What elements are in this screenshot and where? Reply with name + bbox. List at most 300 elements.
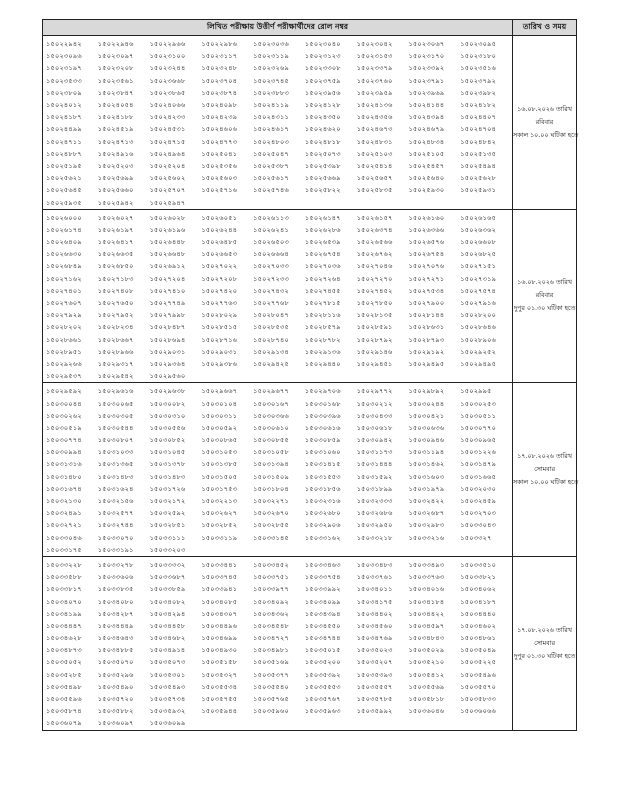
roll-number: ১৫০২৫৯৪২: [97, 198, 134, 207]
roll-number: ১৫০২৩৫৩৩: [46, 76, 82, 85]
roll-number: ১৫০৩৪৪২২: [408, 609, 445, 618]
roll-number: ১৫০৩৫১৫৮: [201, 658, 238, 667]
roll-number: ১৫০২৩৮০৯: [46, 88, 82, 97]
roll-number: ১৫০৩৪৯১৪: [149, 646, 186, 655]
roll-number: ১৫০৩৬০৬৬: [460, 707, 497, 716]
roll-number: ১৫০৩৪৯৩০: [201, 646, 238, 655]
roll-number: ১৫০৩০২৪৪: [408, 399, 445, 408]
roll-number: ১৫০৩০০৮২: [149, 399, 186, 408]
roll-number: ১৫০৩১৫০৯: [253, 472, 289, 481]
roll-number: ১৫০২৫৯৩০: [408, 186, 445, 195]
roll-number: ১৫০২৩১৫৩: [356, 52, 393, 61]
roll-number: ১৫০২৮৫৭৯: [304, 323, 341, 332]
roll-number: ১৫০৩৪১৯৯: [46, 609, 82, 618]
roll-number: ১৫০২৯৫৩৭: [46, 372, 82, 381]
roll-number: ১৫০২৩৭৯১: [408, 76, 445, 85]
roll-number: ১৫০৩৫৭৩৪: [149, 695, 186, 704]
roll-number: ১৫০৩৪১৮৪: [408, 597, 445, 606]
roll-number: ১৫০৩১৬২৪: [97, 484, 134, 493]
roll-number: ১৫০৩৫৪৯৮: [46, 682, 82, 691]
roll-row: [46, 705, 512, 717]
roll-number: ১৫০৩৩২১৬: [408, 533, 445, 542]
roll-number: ১৫০২৩০৬৭: [408, 40, 445, 49]
roll-number: ১৫০৩০৯৪২: [356, 436, 393, 445]
roll-number: ১৫০২৮৪৮৭: [149, 323, 186, 332]
roll-number: ১৫০২৮৬৩১: [408, 323, 445, 332]
roll-number: ১৫০৩৩৮৫৯: [149, 585, 186, 594]
roll-row: [46, 422, 512, 434]
roll-number: ১৫০৩৪৬৮২: [149, 634, 186, 643]
roll-number: ১৫০৩১০৫৮: [253, 448, 289, 457]
exam-time: সকাল ১০.০০ ঘটিকা হতে: [513, 479, 579, 487]
roll-number: ১৫০২৪৯১৬: [97, 149, 134, 158]
roll-number: ১৫০২৫৬৪৫: [46, 186, 82, 195]
roll-number: ১৫০৩৪৩৬২: [253, 609, 289, 618]
roll-number: ১৫০২৬২৪১: [253, 225, 289, 234]
roll-number: ১৫০২৭৫৩৪: [408, 286, 445, 295]
roll-number: ১৫০৩৪৪৪৯: [97, 621, 134, 630]
roll-number: ১৫০২৪৮৩৪: [408, 137, 445, 146]
roll-number: ১৫০২৮৬৬১: [46, 335, 82, 344]
roll-number: ১৫০৩৫৪৯৩: [149, 682, 186, 691]
roll-number: ১৫০২৮৫১৫: [201, 323, 238, 332]
roll-number: ১৫০৩৫৮৩৩: [460, 695, 497, 704]
roll-row: [46, 410, 512, 422]
schedule-block: [43, 383, 577, 557]
roll-number: ১৫০৩৪০১৬: [408, 585, 445, 594]
roll-number: ১৫০২৮৭৮২: [304, 335, 341, 344]
roll-row: [46, 656, 512, 668]
roll-number: ১৫০২৪৫১৯: [97, 125, 134, 134]
roll-number: ১৫০২৩৯৬৯: [408, 88, 445, 97]
roll-number: ১৫০৩৫৫৫৭: [356, 682, 393, 691]
exam-time: দুপুর ০১.৩০ ঘটিকা হতে: [513, 305, 576, 313]
roll-number: ১৫০৩৫৩৯৩: [356, 670, 393, 679]
roll-number: ১৫০৩৫৩৯২: [304, 670, 341, 679]
roll-number: ১৫০২৭১৫১: [460, 262, 497, 271]
roll-number: ১৫০২৯১৯২: [408, 347, 445, 356]
roll-number: ১৫০২৮২০০: [460, 311, 497, 320]
roll-number: ১৫০২৭২০৪: [149, 274, 186, 283]
roll-number: ১৫০২৬১১৩: [253, 213, 289, 222]
roll-number: ১৫০৩৪৫৯৭: [408, 621, 445, 630]
roll-number: ১৫০৩১৩৭৮: [149, 460, 186, 469]
roll-number: ১৫০৩০৮৬৫: [201, 436, 238, 445]
roll-number: ১৫০৩২৬৭০: [253, 509, 290, 518]
roll-number: ১৫০২৪১২৮: [304, 101, 341, 110]
roll-number: ১৫০২৩৯৫৯: [356, 88, 393, 97]
roll-number: ১৫০২৪৪০৭: [460, 113, 497, 122]
roll-number: ১৫০২৩৭০৪: [201, 76, 238, 85]
roll-number: ১৫০৩০৫১১: [460, 411, 497, 420]
roll-number: ১৫০৩২৬২৭: [201, 509, 238, 518]
roll-row: [46, 544, 512, 556]
exam-schedule-cell: [513, 209, 577, 383]
roll-number: ১৫০৩১০৩৩: [97, 448, 134, 457]
roll-number: ১৫০২৫৯৩৫: [46, 198, 82, 207]
roll-number: ১৫০২৭৩১৯: [460, 274, 497, 283]
roll-number: ১৫০৩২৯৮৩: [408, 521, 445, 530]
roll-number: ১৫০২৬২৪৪: [201, 225, 238, 234]
roll-number: ১৫০৩১৩৮৫: [201, 460, 238, 469]
roll-number: ১৫০২৭৭৬৩: [201, 299, 238, 308]
roll-number: ১৫০২৭০৭৬: [408, 262, 445, 271]
roll-row: [46, 111, 512, 123]
roll-number: ১৫০৩২৪২২: [408, 497, 445, 506]
roll-number: ১৫০২৫৭৪৬: [253, 186, 289, 195]
exam-schedule-cell: [513, 36, 577, 210]
roll-number: ১৫০২৩২০৮: [97, 64, 134, 73]
roll-number: ১৫০৩০৬৩৬: [408, 423, 445, 432]
roll-number: ১৫০৩৪৫৫০: [304, 621, 341, 630]
roll-number: ১৫০২৫৬০২: [149, 174, 186, 183]
roll-number: ১৫০২৭১৬২: [46, 274, 82, 283]
roll-number: ১৫০২৫২০৩: [97, 161, 134, 170]
roll-number: ১৫০৩০৫৫৬: [149, 423, 186, 432]
roll-number: ১৫০৩৫৮১৮: [408, 695, 445, 704]
roll-number: ১৫০৩৫০৪৯: [460, 646, 497, 655]
roll-number: ১৫০২৭৬৫০: [97, 299, 134, 308]
roll-number: ১৫০২৪১৪৪: [408, 101, 445, 110]
roll-number: ১৫০২৪৮৩১: [356, 137, 393, 146]
roll-number: ১৫০৩১৯৭৯: [408, 484, 445, 493]
roll-number: ১৫০২৪২৩৯: [201, 113, 238, 122]
roll-number: ১৫০২৮১৪৪: [408, 311, 445, 320]
roll-number: ১৫০২৭৪৩২: [253, 286, 289, 295]
roll-number: ১৫০২৬০২৮: [149, 213, 186, 222]
roll-number: ১৫০২৭৪১০: [149, 286, 186, 295]
roll-number: ১৫০২৫০৭৩: [304, 149, 341, 158]
roll-number: ১৫০২৪৮৮৭: [46, 149, 82, 158]
roll-number: ১৫০৩০৩১১: [201, 411, 238, 420]
roll-number: ১৫০২৫১৯৫: [46, 161, 82, 170]
roll-number: ১৫০৩৪৯৮১: [253, 646, 289, 655]
roll-number: ১৫০৩৫৫৫৩: [304, 682, 341, 691]
roll-number: ১৫০৩৩৭৪৫: [201, 573, 238, 582]
roll-number: ১৫০২৯১৩৪: [253, 347, 289, 356]
roll-number: ১৫০৩২৭০৩: [460, 509, 497, 518]
roll-number: ১৫০২৬৫৭৬: [408, 238, 445, 247]
roll-number: ১৫০২৯৫৬০: [149, 372, 186, 381]
roll-number: ১৫০২৩১২৩: [304, 52, 341, 61]
roll-number: ১৫০২৪০৬৬: [149, 101, 186, 110]
roll-number: ১৫০৩৩৪৬৩: [304, 560, 341, 569]
roll-number: ১৫০৩৫২২৫: [460, 658, 497, 667]
roll-number: ১৫০২৮২০২: [46, 323, 82, 332]
roll-number: ১৫০৩০৫৯২: [201, 423, 238, 432]
roll-number: ১৫০৩০৩১০: [149, 411, 186, 420]
roll-number: ১৫০২৫৩৮৭: [253, 161, 289, 170]
roll-number: ১৫০২৪৬৭৯: [408, 125, 445, 134]
roll-number: ১৫০২৯২৬৬: [46, 359, 82, 368]
roll-number: ১৫০৩১৩৬৫: [97, 460, 134, 469]
roll-number: ১৫০৩৪৬৪৩: [97, 634, 134, 643]
roll-number: ১৫০২৬০৫১: [201, 213, 238, 222]
roll-number: ১৫০২৬৬৩০: [46, 250, 82, 259]
roll-number: ১৫০৩০১৬৮: [304, 399, 341, 408]
roll-number: ১৫০৩০৯৬৫: [460, 436, 497, 445]
roll-number: ১৫০২৭৬০৭: [46, 299, 82, 308]
result-sheet: [42, 19, 579, 731]
roll-number: ১৫০৩৬০৯৯: [149, 719, 186, 728]
roll-number: ১৫০২৯৬৭৭: [253, 387, 289, 396]
roll-number: ১৫০২৩১৯৭: [46, 64, 82, 73]
roll-number: ১৫০৩১৫৯২: [356, 472, 393, 481]
roll-number: ১৫০২৮১১৬: [304, 311, 341, 320]
roll-number: ১৫০৩১৮৯৯: [356, 484, 393, 493]
roll-row: [46, 519, 512, 531]
roll-number: ১৫০৩৩১১১: [149, 533, 186, 542]
roll-row: [46, 532, 512, 544]
roll-row: [46, 571, 512, 583]
roll-number: ১৫০২৫০৪১: [201, 149, 238, 158]
roll-number: ১৫০২৭৪৫২: [356, 286, 393, 295]
roll-number: ১৫০৩১৪৪৪: [356, 460, 393, 469]
roll-number: ১৫০২৭৯০০: [408, 299, 445, 308]
roll-number: ১৫০৩৪০৬২: [460, 585, 497, 594]
roll-row: [46, 285, 512, 297]
roll-number: ১৫০২৩২৬৯: [253, 64, 289, 73]
roll-number: ১৫০২৪৩১১: [253, 113, 289, 122]
roll-number: ১৫০২৩০৩৬: [253, 40, 290, 49]
roll-number: ১৫০৩৪৮৪৩: [408, 634, 445, 643]
roll-number: ১৫০৩৩৭৫১: [253, 573, 289, 582]
roll-row: [46, 397, 512, 409]
roll-number: ১৫০৩৫৮৮২: [97, 707, 134, 716]
roll-row: [46, 370, 512, 382]
roll-number: ১৫০৩৫৯৯২: [356, 707, 393, 716]
roll-number: ১৫০২৪০৯৮: [201, 101, 238, 110]
roll-number: ১৫০৩৩৭৬৩: [408, 573, 445, 582]
roll-number: ১৫০২৬৯১২: [149, 262, 186, 271]
roll-number: ১৫০৩৫৪১২: [408, 670, 445, 679]
roll-number: ১৫০২৬১৯৬: [149, 225, 186, 234]
roll-number: ১৫০২৭৭৬৮: [253, 299, 289, 308]
roll-number: ১৫০২৬৬৫৩: [201, 250, 238, 259]
roll-number: ১৫০৩২৯০৬: [304, 521, 341, 530]
roll-number: ১৫০২৬৩৬২: [460, 225, 497, 234]
roll-number: ১৫০২৯৬১৬: [97, 387, 134, 396]
roll-number: ১৫০২৯৩১৭: [97, 359, 134, 368]
roll-number-table: [42, 19, 577, 731]
roll-number: ১৫০৩৫৫৩৪: [201, 682, 238, 691]
roll-number: ১৫০৩২৭৪৪: [97, 521, 134, 530]
roll-number: ১৫০৩৫০১৫: [304, 646, 341, 655]
roll-number: ১৫০২৯১৪৬: [356, 347, 393, 356]
roll-number: ১৫০২৬৫০৩: [253, 238, 289, 247]
roll-number: ১৫০৩১৩১৬: [46, 460, 82, 469]
roll-number: ১৫০৩৩৯৭৭: [253, 585, 289, 594]
roll-number: ১৫০৩৫১৬৯: [253, 658, 289, 667]
roll-number: ১৫০৩৫৭৫৫: [201, 695, 238, 704]
roll-number: ১৫০৩২৮৫৫: [253, 521, 289, 530]
table-header-row: [43, 20, 577, 36]
roll-number: ১৫০৩১৮০৪: [253, 484, 289, 493]
roll-number: ১৫০৩৪৬৯৯: [201, 634, 238, 643]
roll-number: ১৫০২৭২০৮: [201, 274, 238, 283]
roll-number: ১৫০৩৩০৭০: [97, 533, 134, 542]
roll-number: ১৫০৩১৭২৬: [149, 484, 186, 493]
roll-number: ১৫০২৯৭০৬: [304, 387, 341, 396]
roll-number: ১৫০২৬৩৬৬: [408, 225, 445, 234]
roll-number: ১৫০৩১০৫৩: [201, 448, 238, 457]
roll-number: ১৫০২৫১৩৫: [460, 149, 497, 158]
date-column-header: তারিখ ও সময়: [513, 20, 577, 36]
roll-number: ১৫০২৮৬৯৪: [149, 335, 186, 344]
roll-number: ১৫০৩৪৭৬৯: [356, 634, 393, 643]
roll-number: ১৫০২৫৬৬৯: [304, 174, 341, 183]
roll-number: ১৫০২৭৭৪৯: [149, 299, 186, 308]
roll-number: ১৫০৩৩৭৬১: [356, 573, 393, 582]
roll-number: ১৫০৩৩২৭: [460, 533, 492, 542]
roll-number: ১৫০২৭০৪৬: [356, 262, 393, 271]
roll-number: ১৫০৩১৫৫৩: [304, 472, 341, 481]
roll-number: ১৫০২৫২০৪: [149, 161, 186, 170]
roll-number: ১৫০৩৩১৬২: [304, 533, 341, 542]
roll-number: ১৫০৩০৮৫৫: [253, 436, 289, 445]
roll-number: ১৫০২৫১০৫: [408, 149, 445, 158]
roll-number: ১৫০২৩৮৭৪: [201, 88, 238, 97]
roll-number: ১৫০৩৩৬০৬: [97, 573, 134, 582]
roll-number: ১৫০২৫০৪৭: [253, 149, 289, 158]
roll-number: ১৫০২৯২৫২: [460, 347, 497, 356]
roll-number: ১৫০২৪৩৫০: [304, 113, 341, 122]
roll-number: ১৫০৩৩৫৮৮: [46, 573, 82, 582]
roll-row: [46, 434, 512, 446]
roll-number: ১৫০৩৫৯৪৪: [201, 707, 238, 716]
roll-number: ১৫০২৩০৪০: [304, 40, 341, 49]
exam-date: ১৬.০৮.২০২৬ তারিখ: [517, 105, 572, 113]
roll-number: ১৫০২৩২৪৪: [149, 64, 186, 73]
roll-number: ১৫০৩১৩৯৪: [253, 460, 289, 469]
roll-number: ১৫০২৭২৩৩: [253, 274, 290, 283]
roll-number: ১৫০২৫৯৩১: [460, 186, 497, 195]
roll-number: ১৫০৩৪৮৬১: [460, 634, 497, 643]
roll-number: ১৫০৩০৬১৮: [356, 423, 393, 432]
exam-time: সকাল ১০.০০ ঘটিকা হতে: [513, 131, 579, 139]
roll-row: [46, 75, 512, 87]
roll-number: ১৫০৩৫৫৬৯: [408, 682, 445, 691]
roll-row: [46, 321, 512, 333]
roll-number: ১৫০২৬৫৬৬: [356, 238, 393, 247]
roll-number: ১৫০২৭০২২: [201, 262, 238, 271]
roll-number: ১৫০৩২২৭১: [253, 497, 289, 506]
roll-number: ১৫০৩৩৭৫৪: [304, 573, 341, 582]
roll-number: ১৫০২৬৪৮৫: [201, 238, 238, 247]
roll-number: ১৫০৩০২৫৩: [460, 399, 497, 408]
roll-number: ১৫০৩৩৮৩৫: [97, 585, 134, 594]
roll-number: ১৫০৩১৪৮০: [46, 472, 82, 481]
roll-number: ১৫০২৪৪৯৯: [46, 125, 82, 134]
roll-number: ১৫০৩৫৭৬৫: [253, 695, 289, 704]
roll-row: [46, 483, 512, 495]
roll-row: [46, 385, 512, 397]
roll-row: [46, 559, 512, 571]
roll-row: [46, 358, 512, 370]
roll-number: ১৫০২৪০১২: [46, 101, 82, 110]
roll-number: ১৫০৩৩২০৩: [149, 545, 186, 554]
roll-number: ১৫০২৪১১৯: [253, 101, 289, 110]
roll-number: ১৫০২৯৬৩৮: [149, 387, 186, 396]
roll-number: ১৫০৩৫২১০: [408, 658, 445, 667]
roll-number: ১৫০২৪৩৫৬: [356, 113, 393, 122]
roll-number: ১৫০৩৪০৯২: [253, 597, 289, 606]
roll-number: ১৫০২৬৭৬২: [356, 250, 393, 259]
roll-number: ১৫০৩০৭৭০: [460, 423, 497, 432]
roll-number: ১৫০২৬১৪৭: [304, 213, 341, 222]
roll-number: ১৫০২৮৭৯২: [356, 335, 393, 344]
roll-number: ১৫০২৭৯২৯: [46, 311, 82, 320]
roll-number: ১৫০২৪৭১৫: [149, 137, 186, 146]
roll-number: ১৫০৩৩৯৪১: [201, 585, 238, 594]
exam-time: দুপুর ০১.৩০ ঘটিকা হতে: [513, 652, 576, 660]
roll-number: ১৫০২৭৪০৮: [97, 286, 134, 295]
roll-number: ১৫০২২৯৪২: [46, 40, 82, 49]
roll-number: ১৫০৩৫২৯৬: [97, 670, 134, 679]
roll-number: ১৫০২৮৭৪০: [253, 335, 289, 344]
roll-row: [46, 236, 512, 248]
roll-number: ১৫০৩৩৪৫২: [253, 560, 289, 569]
roll-number: ১৫০৩৩৮২১: [460, 573, 497, 582]
roll-number: ১৫০২৭৯৯৮: [149, 311, 186, 320]
roll-number: ১৫০২৭৪২০: [201, 286, 238, 295]
roll-row: [46, 184, 512, 196]
roll-number: ১৫০৩৪৪৯৬: [201, 621, 238, 630]
roll-number: ১৫০৩৫২০০: [304, 658, 341, 667]
roll-number: ১৫০২৮৭১৬: [201, 335, 238, 344]
roll-number: ১৫০৩৩৪৪১: [201, 560, 238, 569]
roll-number: ১৫০৩৪৬২৮: [46, 634, 82, 643]
roll-number: ১৫০২৭৯৫২: [97, 311, 134, 320]
roll-number: ১৫০৩০৪৩৩: [356, 411, 393, 420]
roll-number: ১৫০২৩৮৮৩: [253, 88, 289, 97]
roll-number: ১৫০৩২৮৫১: [149, 521, 186, 530]
exam-day: রবিবার: [535, 118, 554, 126]
roll-number: ১৫০২৭৫৭৪: [460, 286, 497, 295]
roll-row: [46, 123, 512, 135]
roll-number: ১৫০৩৫৩২৭: [201, 670, 238, 679]
roll-number: ১৫০৩৫৫৪০: [253, 682, 289, 691]
roll-number: ১৫০২৪৬০৬: [201, 125, 238, 134]
roll-number: ১৫০২৬১৬০: [408, 213, 445, 222]
roll-number: ১৫০২৬৪০৯: [46, 238, 82, 247]
roll-number: ১৫০২৬১৭৪: [46, 225, 82, 234]
roll-number: ১৫০৩১৫০৫: [201, 472, 238, 481]
roll-number: ১৫০৩৪৬০২: [460, 621, 497, 630]
roll-number: ১৫০২৭০৩৬: [304, 262, 341, 271]
roll-number: ১৫০২৬৭৫৪: [408, 250, 445, 259]
roll-number: ১৫০২৫৪১৪: [356, 161, 393, 170]
roll-number: ১৫০৩৫৪৯০: [97, 682, 134, 691]
roll-number: ১৫০৩৪৩০৭: [201, 609, 238, 618]
roll-number: ১৫০২৬২৮৬: [304, 225, 341, 234]
roll-number: ১৫০২৩০৯৫: [460, 40, 497, 49]
roll-row: [46, 260, 512, 272]
roll-number: ১৫০৩২৬৮৭: [408, 509, 445, 518]
roll-number: ১৫০৩৫৯৩২: [149, 707, 186, 716]
roll-number: ১৫০৩২৬৮৬: [356, 509, 393, 518]
roll-number: ১৫০২৯৪৯৫: [460, 359, 497, 368]
roll-row: [46, 160, 512, 172]
roll-number: ১৫০২৯৩৬৪: [149, 359, 186, 368]
roll-number: ১৫০২৬১৫৭: [356, 213, 393, 222]
roll-number: ১৫০৩৪৫৬০: [356, 621, 393, 630]
roll-number: ১৫০২৫৬১৭: [253, 174, 289, 183]
roll-number: ১৫০৩০৬১০: [253, 423, 289, 432]
roll-number: ১৫০৩০৫৪৪: [97, 423, 134, 432]
roll-number: ১৫০৩৩৩৩২: [149, 560, 186, 569]
roll-number: ১৫০৩৪৪৪০: [460, 609, 497, 618]
